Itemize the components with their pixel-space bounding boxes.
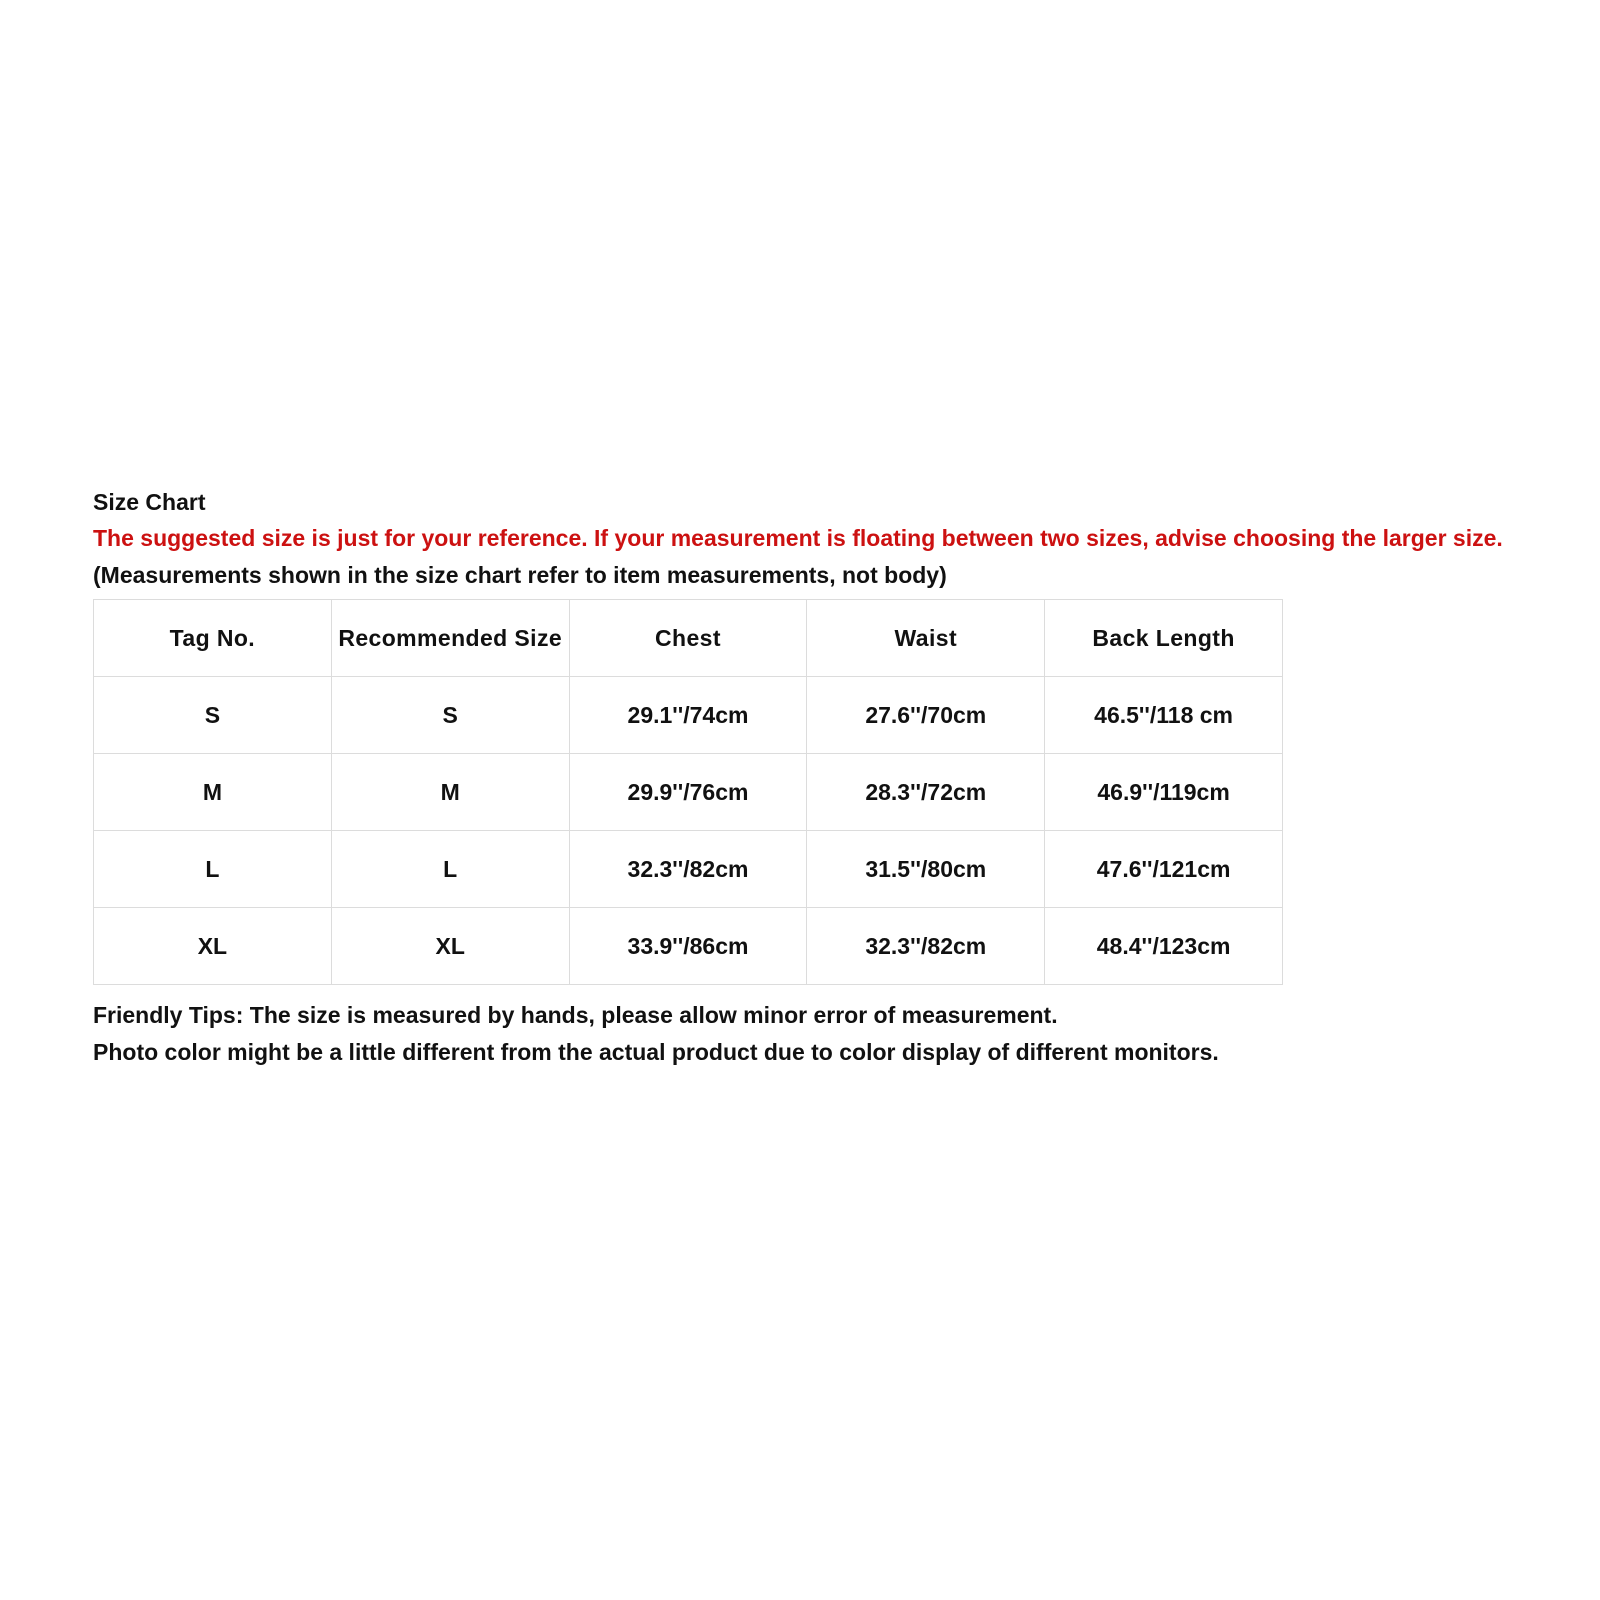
- cell-chest: 29.9''/76cm: [569, 754, 807, 831]
- cell-chest: 32.3''/82cm: [569, 831, 807, 908]
- header-recommended-size: Recommended Size: [331, 600, 569, 677]
- header-waist: Waist: [807, 600, 1045, 677]
- cell-recommended-size: S: [331, 677, 569, 754]
- cell-waist: 31.5''/80cm: [807, 831, 1045, 908]
- header-chest: Chest: [569, 600, 807, 677]
- cell-waist: 32.3''/82cm: [807, 908, 1045, 985]
- size-table-body: [94, 677, 1283, 985]
- size-table-header: [94, 600, 1283, 677]
- cell-recommended-size: L: [331, 831, 569, 908]
- cell-back-length: 47.6''/121cm: [1045, 831, 1283, 908]
- size-chart-section: [93, 488, 1533, 1066]
- table-row: [94, 754, 1283, 831]
- size-chart-title: Size Chart: [93, 489, 206, 515]
- cell-tag-no: M: [94, 754, 332, 831]
- cell-chest: 29.1''/74cm: [569, 677, 807, 754]
- header-row: [94, 600, 1283, 677]
- cell-back-length: 46.9''/119cm: [1045, 754, 1283, 831]
- cell-recommended-size: XL: [331, 908, 569, 985]
- cell-chest: 33.9''/86cm: [569, 908, 807, 985]
- table-row: [94, 831, 1283, 908]
- cell-tag-no: L: [94, 831, 332, 908]
- friendly-tips-text: Friendly Tips: The size is measured by hands, please allow minor error of measurement.: [93, 1002, 1058, 1028]
- header-tag-no: Tag No.: [94, 600, 332, 677]
- cell-tag-no: S: [94, 677, 332, 754]
- cell-waist: 28.3''/72cm: [807, 754, 1045, 831]
- table-row: [94, 677, 1283, 754]
- measurement-note: (Measurements shown in the size chart refer to item measurements, not body): [93, 562, 947, 588]
- cell-back-length: 46.5''/118 cm: [1045, 677, 1283, 754]
- header-back-length: Back Length: [1045, 600, 1283, 677]
- photo-color-note: Photo color might be a little different from the actual product due to color display of different monitors.: [93, 1039, 1219, 1065]
- cell-tag-no: XL: [94, 908, 332, 985]
- cell-waist: 27.6''/70cm: [807, 677, 1045, 754]
- table-row: [94, 908, 1283, 985]
- size-table: [93, 599, 1283, 985]
- size-warning-text: The suggested size is just for your reference. If your measurement is floating between two sizes, advise choosing the larger size.: [93, 525, 1503, 551]
- cell-back-length: 48.4''/123cm: [1045, 908, 1283, 985]
- cell-recommended-size: M: [331, 754, 569, 831]
